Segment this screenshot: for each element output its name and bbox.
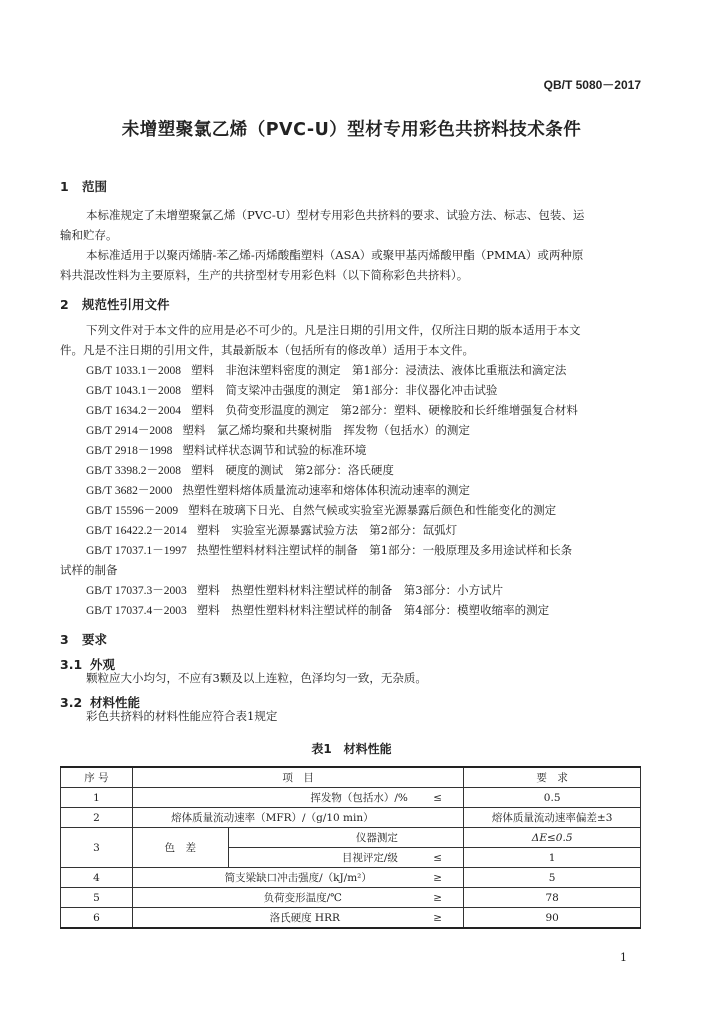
reference-title: 塑料 硬度的测试 第2部分：洛氏硬度 — [191, 463, 394, 477]
reference-title: 塑料在玻璃下日光、自然气候或实验室光源暴露后颜色和性能变化的测定 — [188, 503, 557, 517]
reference-title: 塑料 热塑性塑料材料注塑试样的制备 第4部分：模塑收缩率的测定 — [196, 603, 550, 617]
header-requirement: 要 求 — [464, 767, 641, 788]
header-item: 项 目 — [132, 767, 463, 788]
section-1-para-2b: 料共混改性料为主要原料，生产的共挤型材专用彩色料（以下简称彩色共挤料）。 — [60, 268, 469, 282]
row-requirement: 1 — [464, 848, 641, 868]
standard-code: QB/T 5080－2017 — [543, 78, 641, 92]
section-1-para-1a: 本标准规定了未增塑聚氯乙烯（PVC-U）型材专用彩色共挤料的要求、试验方法、标志、包装、运 — [86, 208, 585, 222]
row-requirement: 0.5 — [464, 788, 641, 808]
reference-code: GB/T 17037.1－1997 — [86, 545, 187, 557]
reference-item — [86, 440, 366, 461]
table-row — [61, 888, 641, 908]
section-number: 2 — [60, 297, 69, 312]
row-operator — [412, 808, 464, 828]
row-requirement: 78 — [464, 888, 641, 908]
reference-title: 塑料 负荷变形温度的测定 第2部分：塑料、硬橡胶和长纤维增强复合材料 — [191, 403, 578, 417]
reference-code: GB/T 17037.3－2003 — [86, 585, 187, 597]
row-no: 2 — [61, 808, 133, 828]
row-operator: ≥ — [412, 888, 464, 908]
section-1-para-1b: 输和贮存。 — [60, 228, 118, 242]
reference-item — [86, 520, 457, 541]
row-subitem: 仪器测定 — [228, 828, 412, 848]
reference-item — [86, 540, 572, 561]
section-1-para-2a: 本标准适用于以聚丙烯腈-苯乙烯-丙烯酸酯塑料（ASA）或聚甲基丙烯酸甲酯（PMMA）或两种原 — [86, 248, 584, 262]
row-item: 洛氏硬度 HRR — [132, 908, 412, 929]
reference-title: 塑料 简支梁冲击强度的测定 第1部分：非仪器化冲击试验 — [191, 383, 498, 397]
reference-item — [86, 360, 566, 381]
row-requirement: 90 — [464, 908, 641, 929]
row-operator — [412, 828, 464, 848]
reference-title: 塑料试样状态调节和试验的标准环境 — [182, 443, 367, 457]
row-operator: ≤ — [412, 848, 464, 868]
reference-title: 塑料 氯乙烯均聚和共聚树脂 挥发物（包括水）的测定 — [182, 423, 470, 437]
section-number: 3 — [60, 632, 69, 647]
row-item: 挥发物（包括水）/% — [132, 788, 412, 808]
reference-item — [86, 420, 470, 441]
reference-title: 塑料 实验室光源暴露试验方法 第2部分：氙弧灯 — [196, 523, 458, 537]
section-2-intro-a: 下列文件对于本文件的应用是必不可少的。凡是注日期的引用文件，仅所注日期的版本适用于本文 — [86, 323, 581, 337]
subsection-3-2-text: 彩色共挤料的材料性能应符合表1规定 — [86, 709, 278, 723]
table-row — [61, 808, 641, 828]
reference-code: GB/T 2914－2008 — [86, 425, 173, 437]
table-caption: 表1 材料性能 — [311, 742, 392, 756]
section-title: 要求 — [82, 632, 108, 647]
row-operator: ≥ — [412, 868, 464, 888]
row-group: 色 差 — [132, 828, 228, 868]
row-no: 6 — [61, 908, 133, 929]
reference-item — [86, 460, 394, 481]
reference-code: GB/T 2918－1998 — [86, 445, 173, 457]
row-no: 5 — [61, 888, 133, 908]
reference-item — [86, 600, 549, 621]
document-title: 未增塑聚氯乙烯（PVC-U）型材专用彩色共挤料技术条件 — [121, 120, 582, 140]
reference-code: GB/T 1043.1－2008 — [86, 385, 181, 397]
section-2-heading — [60, 295, 170, 313]
reference-title: 塑料 非泡沫塑料密度的测定 第1部分：浸渍法、液体比重瓶法和滴定法 — [191, 363, 567, 377]
reference-item — [86, 500, 556, 521]
section-title: 范围 — [82, 179, 108, 194]
section-title: 规范性引用文件 — [82, 297, 170, 312]
subsection-number: 3.1 — [60, 657, 83, 672]
reference-code: GB/T 3682－2000 — [86, 485, 173, 497]
reference-title: 塑料 热塑性塑料材料注塑试样的制备 第3部分：小方试片 — [196, 583, 504, 597]
reference-item — [86, 380, 497, 401]
reference-code: GB/T 17037.4－2003 — [86, 605, 187, 617]
subsection-title: 材料性能 — [90, 695, 141, 710]
subsection-number: 3.2 — [60, 695, 83, 710]
material-properties-table — [60, 766, 641, 929]
reference-code: GB/T 1033.1－2008 — [86, 365, 181, 377]
page-number: 1 — [620, 951, 627, 964]
table-header-row — [61, 767, 641, 788]
row-requirement: ΔE≤0.5 — [464, 828, 641, 848]
reference-item — [86, 480, 470, 501]
section-2-intro-b: 件。凡是不注日期的引用文件，其最新版本（包括所有的修改单）适用于本文件。 — [60, 343, 474, 357]
reference-item — [86, 400, 578, 421]
subsection-title: 外观 — [90, 657, 116, 672]
row-requirement: 熔体质量流动速率偏差±3 — [464, 808, 641, 828]
row-operator: ≤ — [412, 788, 464, 808]
table-row — [61, 788, 641, 808]
section-number: 1 — [60, 179, 69, 194]
row-operator: ≥ — [412, 908, 464, 929]
row-item: 熔体质量流动速率（MFR）/（g/10 min） — [132, 808, 412, 828]
row-no: 3 — [61, 828, 133, 868]
section-1-heading — [60, 177, 107, 195]
row-requirement: 5 — [464, 868, 641, 888]
row-no: 1 — [61, 788, 133, 808]
header-no: 序 号 — [61, 767, 133, 788]
table-row — [61, 908, 641, 929]
reference-code: GB/T 15596－2009 — [86, 505, 179, 517]
row-item: 负荷变形温度/℃ — [132, 888, 412, 908]
row-subitem: 目视评定/级 — [228, 848, 412, 868]
row-no: 4 — [61, 868, 133, 888]
reference-code: GB/T 16422.2－2014 — [86, 525, 187, 537]
reference-code: GB/T 1634.2－2004 — [86, 405, 181, 417]
table-row — [61, 868, 641, 888]
table-row — [61, 828, 641, 848]
row-item: 简支梁缺口冲击强度/（kJ/m²） — [132, 868, 412, 888]
section-3-heading — [60, 630, 107, 648]
reference-continuation: 试样的制备 — [60, 563, 118, 577]
reference-item — [86, 580, 503, 601]
reference-code: GB/T 3398.2－2008 — [86, 465, 181, 477]
subsection-3-1-text: 颗粒应大小均匀，不应有3颗及以上连粒，色泽均匀一致，无杂质。 — [86, 671, 427, 685]
reference-title: 热塑性塑料熔体质量流动速率和熔体体积流动速率的测定 — [182, 483, 470, 497]
reference-title: 热塑性塑料材料注塑试样的制备 第1部分：一般原理及多用途试样和长条 — [196, 543, 573, 557]
